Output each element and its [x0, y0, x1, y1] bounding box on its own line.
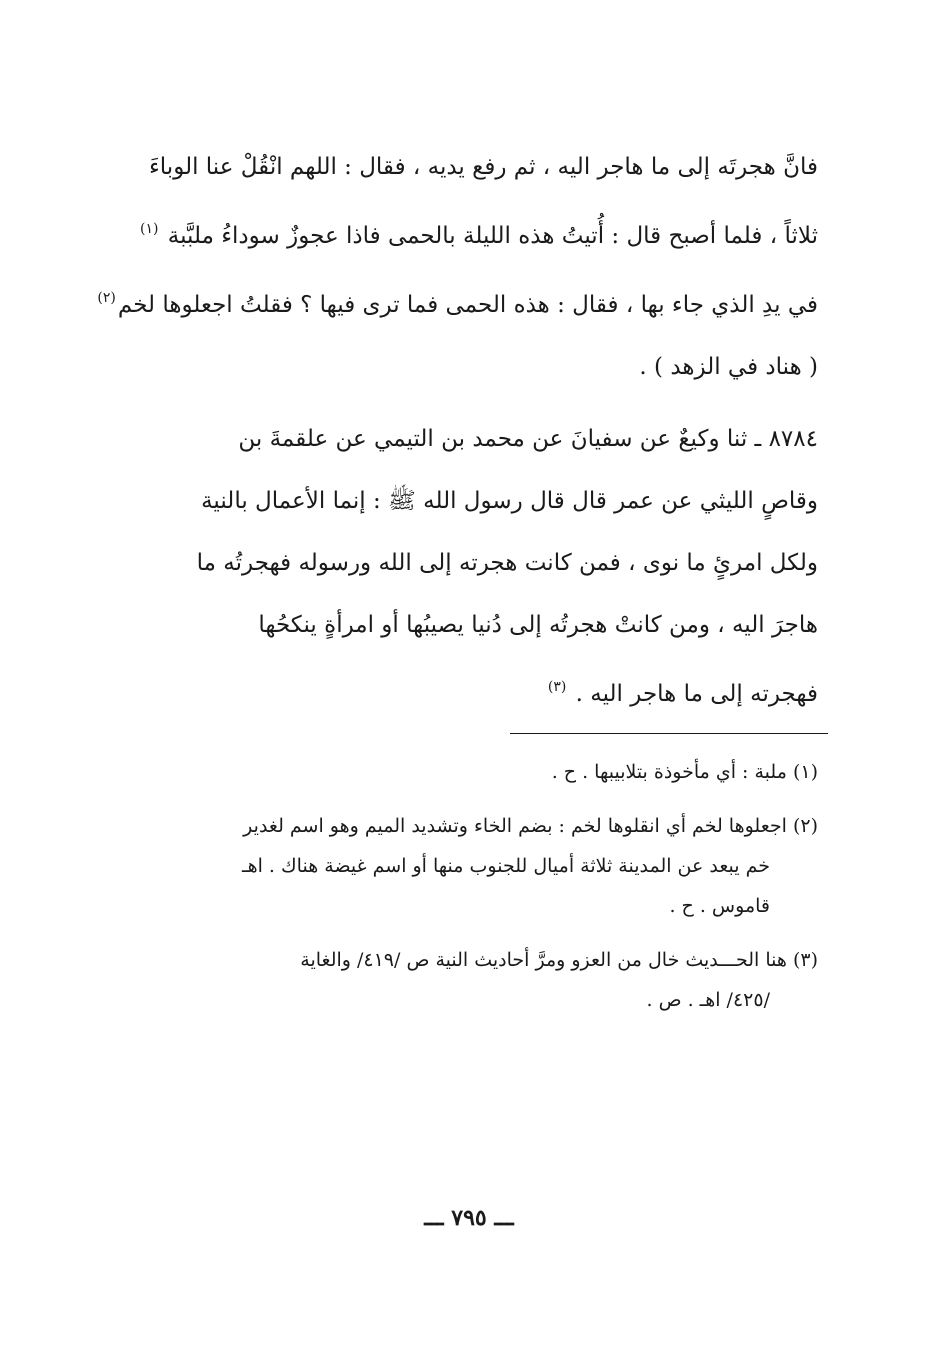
footnote-divider — [510, 733, 828, 734]
paragraph-1-line-4: ( هناد في الزهد ) . — [639, 354, 818, 380]
paragraph-1-line-1: فانَّ هجرتَه إلى ما هاجر اليه ، ثم رفع يديه ، فقال : اللهم انْقُلْ عنا الوباءَ — [148, 154, 818, 180]
paragraph-1-line-2 — [118, 198, 818, 267]
footnote-2 — [118, 806, 818, 926]
paragraph-1-line-2-text: ثلاثاً ، فلما أصبح قال : أُتيتُ هذه الليلة بالحمى فاذا عجوزٌ سوداءُ ملبَّبة — [167, 223, 818, 249]
footnotes-section — [118, 752, 818, 1034]
paragraph-2 — [118, 408, 818, 725]
footnote-3-line-1 — [118, 940, 818, 980]
paragraph-2-line-5-text: فهجرته إلى ما هاجر اليه . — [575, 681, 818, 707]
footnote-2-line-2: خم يبعد عن المدينة ثلاثة أميال للجنوب منها أو اسم غيضة هناك . اهـ — [242, 855, 770, 877]
paragraph-1-line-3 — [97, 267, 818, 336]
footnote-ref-3[interactable]: (٣) — [547, 679, 567, 695]
paragraph-1 — [97, 136, 818, 398]
footnote-2-text: اجعلوها لخم أي انقلوها لخم : بضم الخاء وتشديد الميم وهو اسم لغدير — [243, 815, 787, 837]
paragraph-2-line-2: وقاصٍ الليثي عن عمر قال قال رسول الله ﷺ : إنما الأعمال بالنية — [201, 488, 818, 514]
footnote-ref-2[interactable]: (٢) — [97, 290, 116, 306]
footnote-3 — [118, 940, 818, 1020]
paragraph-2-line-4: هاجرَ اليه ، ومن كانتْ هجرتُه إلى دُنيا يصيبُها أو امرأةٍ ينكحُها — [258, 612, 818, 638]
paragraph-2-line-3: ولكل امرئٍ ما نوى ، فمن كانت هجرته إلى الله ورسوله فهجرتُه ما — [196, 550, 818, 576]
page-number: ـــ ٧٩٥ ـــ — [424, 1205, 514, 1231]
paragraph-2-line-1: ٨٧٨٤ ـ ثنا وكيعٌ عن سفيانَ عن محمد بن التيمي عن علقمةَ بن — [238, 426, 818, 452]
footnote-1 — [118, 752, 818, 792]
footnote-ref-1[interactable]: (١) — [139, 221, 159, 237]
footnote-3-line-2: /٤٢٥/ اهـ . ص . — [646, 989, 770, 1011]
footnote-1-number: (١) — [792, 761, 818, 783]
footnote-3-number: (٣) — [792, 949, 818, 971]
paragraph-1-line-3-text: في يدِ الذي جاء بها ، فقال : هذه الحمى فما ترى فيها ؟ فقلتُ اجعلوها لخم — [117, 292, 818, 318]
footnote-2-line-1 — [118, 806, 818, 846]
footnote-3-text: هنا الحـــديث خال من العزو ومرَّ أحاديث النية ص /٤١٩/ والغاية — [300, 949, 787, 971]
footnote-2-number: (٢) — [792, 815, 818, 837]
footnote-2-line-3: قاموس . ح . — [669, 895, 770, 917]
paragraph-2-line-5 — [118, 656, 818, 725]
footnote-1-text: ملبة : أي مأخوذة بتلابيبها . ح . — [551, 761, 787, 783]
footnote-1-line-1 — [118, 752, 818, 792]
